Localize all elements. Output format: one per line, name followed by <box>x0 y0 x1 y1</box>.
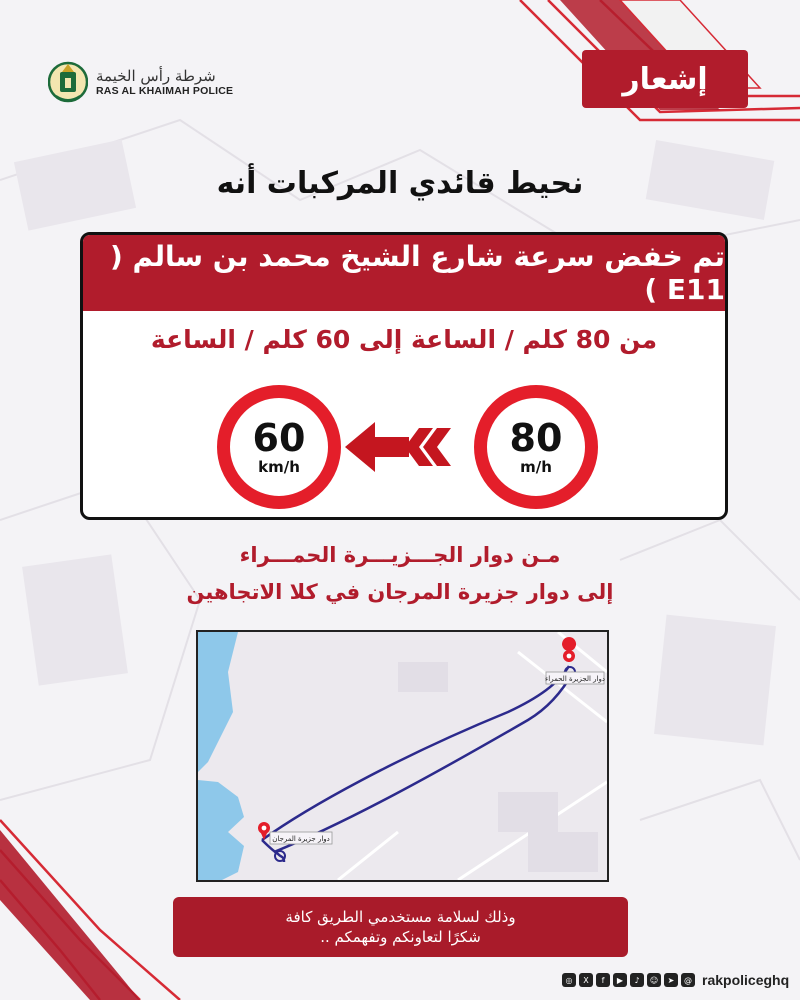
safety-message-box <box>173 897 628 957</box>
old-speed-value: 80 <box>509 416 563 460</box>
rak-police-logo <box>48 58 233 106</box>
facebook-icon[interactable]: f <box>596 973 610 987</box>
old-speed-limit-sign <box>474 385 598 509</box>
map-graphic <box>198 632 607 880</box>
route-map <box>196 630 609 882</box>
new-speed-unit: km/h <box>258 458 300 476</box>
police-crest-icon <box>48 58 88 106</box>
logo-english-text: RAS AL KHAIMAH POLICE <box>96 85 234 97</box>
social-handle[interactable]: rakpoliceghq <box>702 972 790 988</box>
notice-badge: إشعار <box>582 50 748 108</box>
youtube-icon[interactable]: ▶ <box>613 973 627 987</box>
arrow-left-icon <box>345 420 457 474</box>
new-speed-limit-sign <box>217 385 341 509</box>
new-speed-value: 60 <box>252 416 306 460</box>
threads-icon[interactable]: @ <box>681 973 695 987</box>
route-to: إلى دوار جزيرة المرجان في كلا الاتجاهين <box>186 580 614 604</box>
headline: نحيط قائدي المركبات أنه <box>216 166 584 201</box>
card-title: تم خفض سرعة شارع الشيخ محمد بن سالم ( E11 ) <box>83 235 725 311</box>
snapchat-icon[interactable]: ☺ <box>647 973 661 987</box>
tiktok-icon[interactable]: ♪ <box>630 973 644 987</box>
social-bar <box>562 972 789 988</box>
card-subtitle: من 80 كلم / الساعة إلى 60 كلم / الساعة <box>150 325 658 354</box>
safety-message-line2: شكرًا لتعاونكم وتفهمكم .. <box>320 928 481 946</box>
map-pin-bottom-label: دوار جزيرة المرجان <box>272 835 330 843</box>
map-pin-top-label: دوار الجزيرة الحمراء <box>545 675 605 683</box>
speed-change-card <box>80 232 728 520</box>
telegram-icon[interactable]: ➤ <box>664 973 678 987</box>
safety-message-line1: وذلك لسلامة مستخدمي الطريق كافة <box>285 908 516 926</box>
instagram-icon[interactable]: ◎ <box>562 973 576 987</box>
x-icon[interactable]: X <box>579 973 593 987</box>
route-from: مـن دوار الجـــزيـــرة الحمـــراء <box>239 543 561 567</box>
old-speed-unit: m/h <box>520 458 552 476</box>
logo-arabic-text: شرطة رأس الخيمة <box>96 67 216 85</box>
